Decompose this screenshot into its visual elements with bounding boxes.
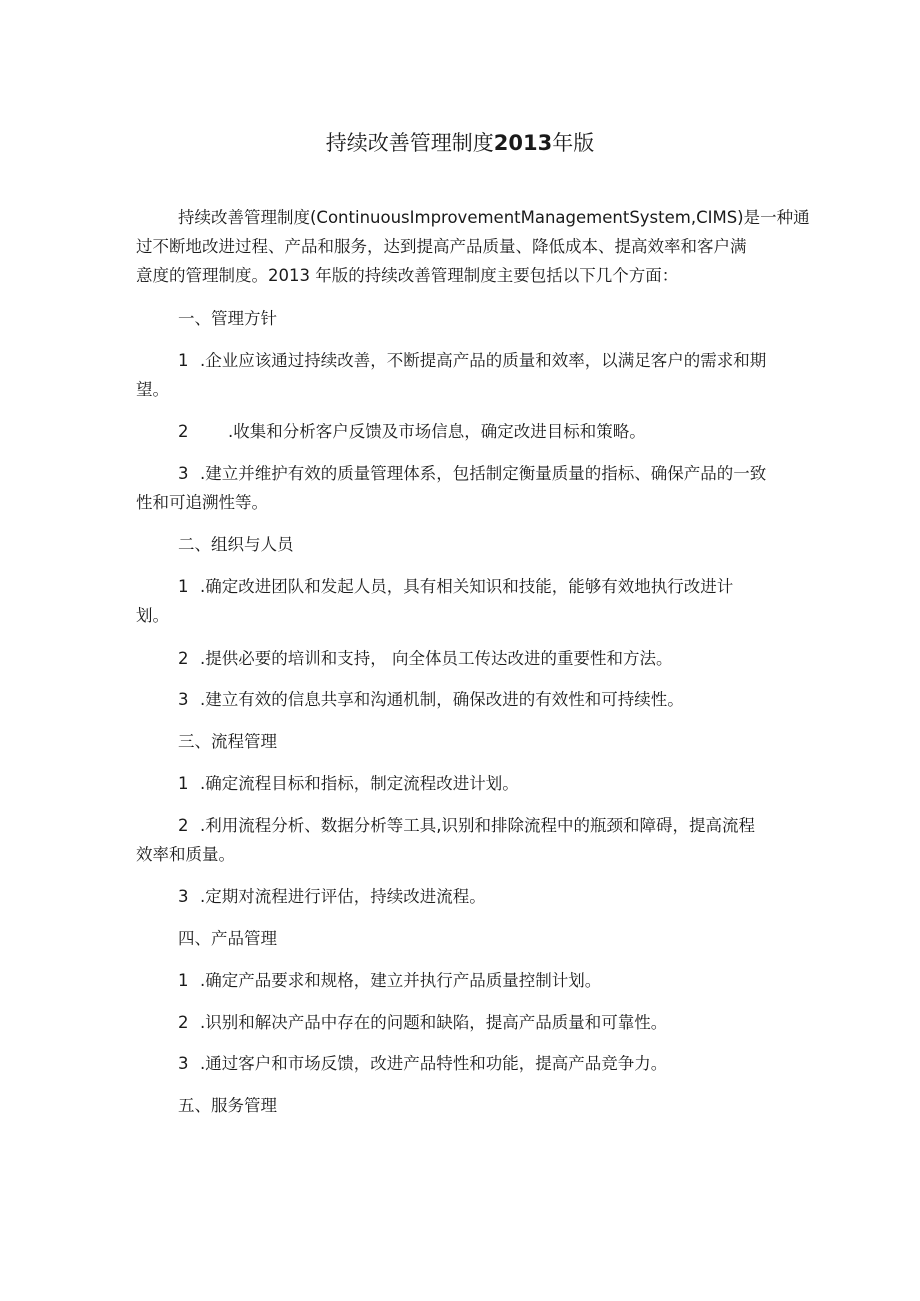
list-item <box>178 967 601 995</box>
title-suffix: 年版 <box>552 131 595 155</box>
item-number: 1 <box>178 971 189 990</box>
title-year: 2013 <box>493 131 553 155</box>
list-item <box>178 770 519 798</box>
item-continuation: 望。 <box>136 380 169 399</box>
list-item <box>178 1050 667 1078</box>
item-number: 3 <box>178 887 189 906</box>
page-title <box>0 128 920 158</box>
item-number: 3 <box>178 690 189 709</box>
section-5-heading: 五、服务管理 <box>178 1096 277 1115</box>
item-number: 2 <box>178 1013 189 1032</box>
item-text: .确定流程目标和指标，制定流程改进计划。 <box>200 774 519 793</box>
intro-line-1: 持续改善管理制度(ContinuousImprovementManagementSystem,CIMS)是一种通 <box>178 208 810 227</box>
item-text: .确定产品要求和规格，建立并执行产品质量控制计划。 <box>200 971 602 990</box>
item-text: .企业应该通过持续改善，不断提高产品的质量和效率，以满足客户的需求和期 <box>200 351 767 370</box>
intro-line-3: 意度的管理制度。2013 年版的持续改善管理制度主要包括以下几个方面： <box>136 266 679 285</box>
item-text: .利用流程分析、数据分析等工具,识别和排除流程中的瓶颈和障碍，提高流程 <box>200 816 755 835</box>
item-number: 3 <box>178 464 189 483</box>
item-number: 1 <box>178 577 189 596</box>
item-number: 1 <box>178 774 189 793</box>
item-continuation: 划。 <box>136 606 169 625</box>
item-number: 2 <box>178 422 189 441</box>
item-text: .建立并维护有效的质量管理体系，包括制定衡量质量的指标、确保产品的一致 <box>200 464 767 483</box>
item-text: .收集和分析客户反馈及市场信息，确定改进目标和策略。 <box>228 422 646 441</box>
item-text: .提供必要的培训和支持， 向全体员工传达改进的重要性和方法。 <box>200 649 673 668</box>
item-text: .识别和解决产品中存在的问题和缺陷，提高产品质量和可靠性。 <box>200 1013 668 1032</box>
list-item <box>178 418 646 446</box>
section-1-heading: 一、管理方针 <box>178 309 277 328</box>
item-text: .通过客户和市场反馈，改进产品特性和功能，提高产品竞争力。 <box>200 1054 668 1073</box>
list-item <box>178 347 766 375</box>
item-text: .确定改进团队和发起人员，具有相关知识和技能，能够有效地执行改进计 <box>200 577 734 596</box>
list-item <box>178 686 684 714</box>
list-item <box>178 645 673 673</box>
section-4-heading: 四、产品管理 <box>178 929 277 948</box>
item-number: 2 <box>178 816 189 835</box>
list-item <box>178 1009 667 1037</box>
list-item <box>178 573 733 601</box>
item-number: 3 <box>178 1054 189 1073</box>
list-item <box>178 460 766 488</box>
item-text: .建立有效的信息共享和沟通机制，确保改进的有效性和可持续性。 <box>200 690 684 709</box>
item-number: 2 <box>178 649 189 668</box>
item-number: 1 <box>178 351 189 370</box>
item-continuation: 性和可追溯性等。 <box>136 493 268 512</box>
section-3-heading: 三、流程管理 <box>178 732 277 751</box>
list-item <box>178 812 755 840</box>
intro-line-2: 过不断地改进过程、产品和服务，达到提高产品质量、降低成本、提高效率和客户满 <box>136 237 747 256</box>
item-text: .定期对流程进行评估，持续改进流程。 <box>200 887 486 906</box>
list-item <box>178 883 486 911</box>
item-continuation: 效率和质量。 <box>136 845 235 864</box>
section-2-heading: 二、组织与人员 <box>178 535 294 554</box>
title-text: 持续改善管理制度 <box>325 131 494 155</box>
